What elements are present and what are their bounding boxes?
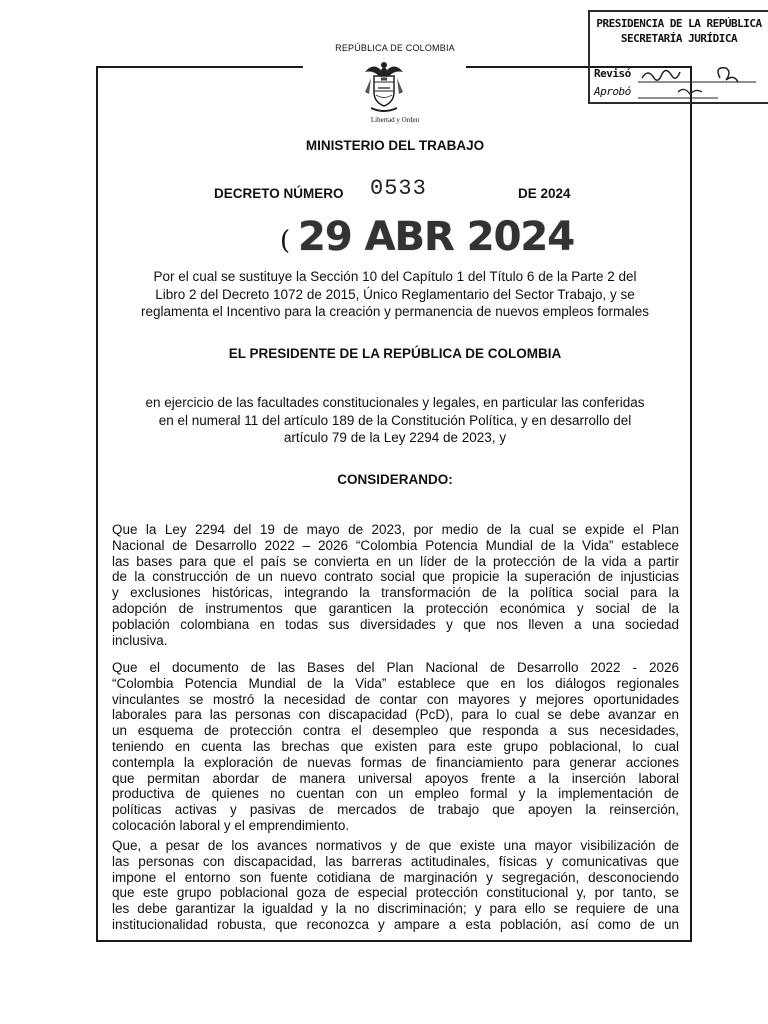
- paragraph-line: Que, a pesar de los avances normativos y de que existe una mayor visibilización de: [112, 838, 679, 853]
- paragraph-line: laborales para las personas con discapacidad (PcD), para lo cual se debe avanzar en: [112, 707, 679, 723]
- frame-right: [690, 66, 692, 942]
- paragraph-3: [112, 838, 679, 933]
- paragraph-line: productiva de quienes no cuentan con un empleo formal y la implementación de: [112, 786, 679, 802]
- paragraph-line: población colombiana en todas sus diversidades y que nos lleven a una sociedad: [112, 616, 679, 632]
- decree-label: DECRETO NÚMERO: [214, 186, 344, 201]
- faculties-line: en ejercicio de las facultades constitucionales y legales, en particular las conferidas: [145, 395, 645, 410]
- paragraph-line: las bases para que el país se convierta en un líder de la protección de la vida a partir: [112, 553, 679, 569]
- paragraph-line: adopción de instrumentos que garanticen la protección económica y social de la: [112, 600, 679, 616]
- faculties-line: en el numeral 11 del artículo 189 de la Constitución Política, y en desarrollo del: [158, 412, 632, 428]
- frame-top-left: [96, 66, 303, 68]
- paragraph-line: inclusiva.: [112, 632, 168, 648]
- decree-year: DE 2024: [518, 186, 571, 201]
- paragraph-line: Que el documento de las Bases del Plan Nacional de Desarrollo 2022 - 2026: [112, 660, 679, 675]
- paragraph-line: que permitan abordar de manera universal apoyos frente a la inserción laboral: [112, 770, 679, 786]
- stamp-subtitle: SECRETARÍA JURÍDICA: [620, 32, 738, 45]
- paragraph-line: institucionalidad robusta, que reconozca y ampare a esta población, así como de un: [112, 916, 679, 932]
- country-header: REPÚBLICA DE COLOMBIA: [335, 43, 455, 53]
- issuer-heading: EL PRESIDENTE DE LA REPÚBLICA DE COLOMBIA: [228, 346, 562, 361]
- paragraph-line: Nacional de Desarrollo 2022 – 2026 “Colombia Potencia Mundial de la Vida” establece: [112, 537, 679, 553]
- paragraph-line: les debe garantizar la igualdad y la no discriminación; y para ello se requiere de una: [112, 901, 679, 917]
- summary-line: Por el cual se sustituye la Sección 10 del Capítulo 1 del Título 6 de la Parte 2 del: [153, 269, 637, 284]
- paragraph-2: [112, 660, 679, 834]
- paragraph-line: y exclusiones históricas, integrando la transformación de la política social para la: [112, 585, 679, 601]
- stamp-reviewed-label: Revisó: [594, 67, 631, 80]
- stamp-title: PRESIDENCIA DE LA REPÚBLICA: [596, 17, 762, 30]
- paragraph-line: colocación laboral y el emprendimiento.: [112, 817, 350, 833]
- paragraph-1: [112, 522, 679, 648]
- frame-left: [96, 66, 98, 942]
- frame-bottom: [96, 940, 692, 942]
- paragraph-line: que este grupo poblacional goza de especial protección constitucional y, por tanto, se: [112, 885, 679, 901]
- paragraph-line: teniendo en cuenta las brechas que existen para este grupo poblacional, lo cual: [112, 738, 679, 754]
- decree-summary: [110, 268, 680, 321]
- paragraph-line: un esquema de protección contra el desempleo que responda a sus necesidades,: [112, 723, 679, 739]
- date-parenthesis: (: [280, 226, 291, 256]
- summary-line: Libro 2 del Decreto 1072 de 2015, Único Reglamentario del Sector Trabajo, y se: [155, 286, 635, 302]
- faculties-line: artículo 79 de la Ley 2294 de 2023, y: [283, 430, 507, 445]
- paragraph-line: vinculantes se mostró la necesidad de contar con mayores y mejores oportunidades: [112, 691, 679, 707]
- paragraph-line: políticas activas y pasivas de mercados de trabajo que apoyen la reinserción,: [112, 802, 679, 818]
- motto: Libertad y Orden: [370, 116, 420, 124]
- paragraph-line: impone el entorno son fuente cotidiana de marginación y segregación, desconociendo: [112, 869, 679, 885]
- paragraph-line: contempla la exploración de nuevas formas de financiamiento para generar acciones: [112, 754, 679, 770]
- paragraph-line: Que la Ley 2294 del 19 de mayo de 2023, por medio de la cual se expide el Plan: [112, 522, 679, 537]
- coat-of-arms-icon: [361, 58, 407, 114]
- paragraph-line: las personas con discapacidad, las barreras actitudinales, físicas y comunicativas que: [112, 853, 679, 869]
- ministry-title: MINISTERIO DEL TRABAJO: [305, 138, 485, 153]
- review-stamp: [588, 10, 768, 104]
- decree-date-stamp: 29 ABR 2024: [298, 214, 575, 260]
- stamp-approved-label: Aprobó: [594, 85, 631, 98]
- handwritten-initials-icon: [638, 56, 758, 100]
- summary-line: reglamenta el Incentivo para la creación y permanencia de nuevos empleos formales: [140, 304, 650, 319]
- paragraph-line: “Colombia Potencia Mundial de la Vida” establece que en los diálogos regionales: [112, 675, 679, 691]
- decree-number: 0533: [370, 176, 427, 201]
- considering-heading: CONSIDERANDO:: [337, 472, 453, 487]
- faculties-text: [110, 394, 680, 447]
- paragraph-line: de la construcción de un nuevo contrato social que propicie la superación de injusticias: [112, 569, 679, 585]
